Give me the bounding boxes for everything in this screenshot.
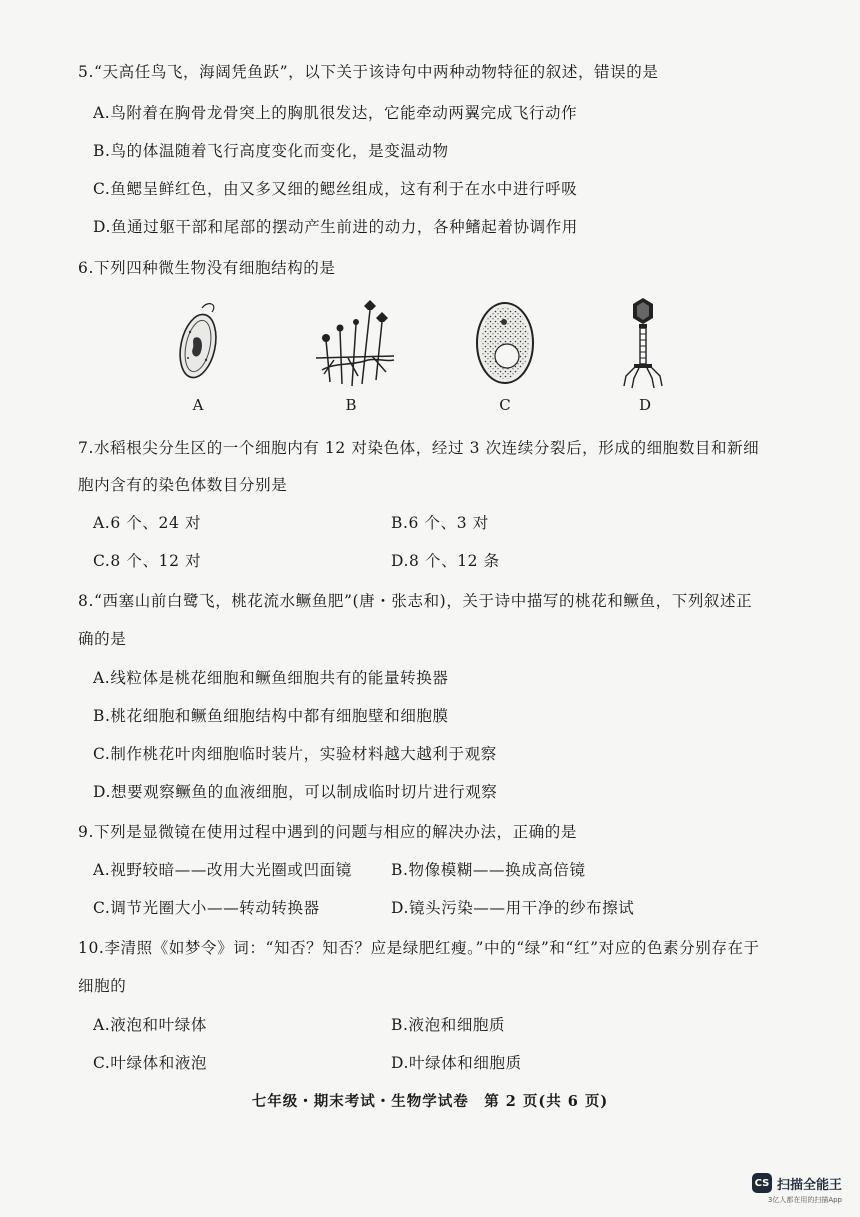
- q7-option-d: D.8 个、12 条: [391, 552, 500, 570]
- figure-label-a: A: [192, 396, 204, 414]
- q7-stem-line1: 7.水稻根尖分生区的一个细胞内有 12 对染色体，经过 3 次连续分裂后，形成的细胞数目和新细: [78, 439, 760, 457]
- q5-option-b: B.鸟的体温随着飞行高度变化而变化，是变温动物: [93, 142, 449, 160]
- scanner-watermark: [752, 1173, 842, 1205]
- q9-option-b: B.物像模糊——换成高倍镜: [391, 861, 586, 879]
- q5-option-d: D.鱼通过躯干部和尾部的摆动产生前进的动力，各种鳍起着协调作用: [93, 218, 578, 236]
- q8-option-b: B.桃花细胞和鳜鱼细胞结构中都有细胞壁和细胞膜: [93, 707, 449, 725]
- q10-stem-line1: 10.李清照《如梦令》词：“知否？知否？应是绿肥红瘦。”中的“绿”和“红”对应的色素分别存在于: [78, 939, 760, 957]
- yeast-cell-figure: [474, 300, 536, 386]
- q10-option-b: B.液泡和细胞质: [391, 1016, 506, 1034]
- q5-option-a: A.鸟附着在胸骨龙骨突上的胸肌很发达，它能牵动两翼完成飞行动作: [93, 104, 578, 122]
- q10-option-c: C.叶绿体和液泡: [93, 1054, 208, 1072]
- figure-label-d: D: [638, 396, 652, 414]
- q7-option-b: B.6 个、3 对: [391, 514, 489, 532]
- q5-stem: 5.“天高任鸟飞，海阔凭鱼跃”，以下关于该诗句中两种动物特征的叙述，错误的是: [78, 63, 659, 81]
- bacteriophage-figure: [620, 296, 666, 390]
- q8-option-c: C.制作桃花叶肉细胞临时装片，实验材料越大越利于观察: [93, 745, 497, 763]
- camscanner-logo-icon: CS: [752, 1173, 772, 1193]
- q9-option-c: C.调节光圈大小——转动转换器: [93, 899, 320, 917]
- q10-stem-line2: 细胞的: [78, 977, 127, 995]
- q5-option-c: C.鱼鳃呈鲜红色，由又多又细的鳃丝组成，这有利于在水中进行呼吸: [93, 180, 578, 198]
- q9-option-a: A.视野较暗——改用大光圈或凹面镜: [93, 861, 352, 879]
- q7-option-c: C.8 个、12 对: [93, 552, 202, 570]
- q6-stem: 6.下列四种微生物没有细胞结构的是: [78, 259, 336, 277]
- watermark-app-name: 扫描全能王: [776, 1177, 842, 1193]
- page-footer: 七年级・期末考试・生物学试卷 第 2 页(共 6 页): [251, 1093, 609, 1110]
- bacterium-figure: [168, 298, 228, 390]
- q8-stem-line1: 8.“西塞山前白鹭飞，桃花流水鳜鱼肥”(唐・张志和)，关于诗中描写的桃花和鳜鱼，下列叙述正: [78, 592, 753, 610]
- figure-label-b: B: [345, 396, 357, 414]
- q9-option-d: D.镜头污染——用干净的纱布擦试: [391, 899, 635, 917]
- q10-option-d: D.叶绿体和细胞质: [391, 1054, 522, 1072]
- q7-option-a: A.6 个、24 对: [93, 514, 202, 532]
- q9-stem: 9.下列是显微镜在使用过程中遇到的问题与相应的解决办法，正确的是: [78, 823, 577, 841]
- q8-option-d: D.想要观察鳜鱼的血液细胞，可以制成临时切片进行观察: [93, 783, 498, 801]
- q7-stem-line2: 胞内含有的染色体数目分别是: [78, 476, 288, 494]
- q8-stem-line2: 确的是: [78, 630, 127, 648]
- q10-option-a: A.液泡和叶绿体: [93, 1016, 207, 1034]
- q8-option-a: A.线粒体是桃花细胞和鳜鱼细胞共有的能量转换器: [93, 669, 449, 687]
- mold-figure: [312, 300, 398, 390]
- figure-label-c: C: [499, 396, 511, 414]
- watermark-tagline: 3亿人都在用的扫描App: [767, 1196, 842, 1204]
